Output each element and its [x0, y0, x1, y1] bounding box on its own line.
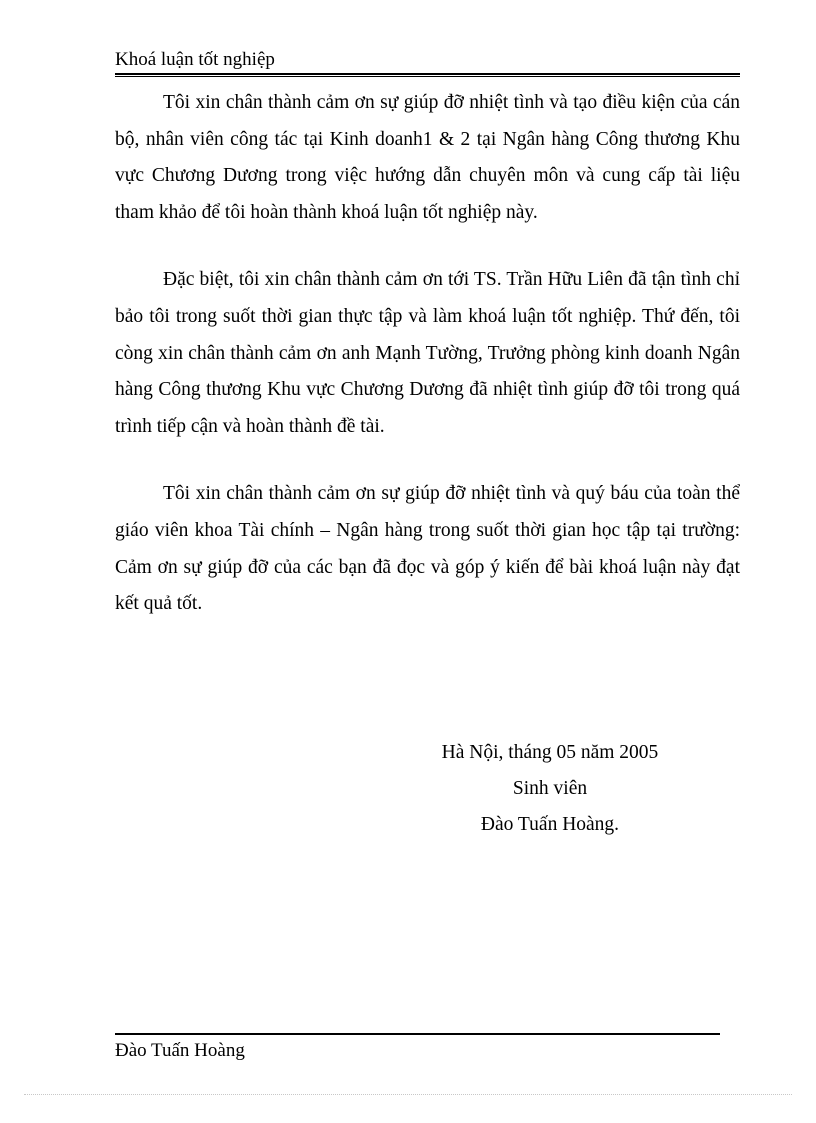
paragraph-acknowledgement-staff: Tôi xin chân thành cảm ơn sự giúp đỡ nhiệt tình và tạo điều kiện của cán bộ, nhân viên công tác tại Kinh doanh1 & 2 tại Ngân hàng Công thương Khu vực Chương Dương trong việc hướng dẫn chuyên môn và cung cấp tài liệu tham khảo để tôi hoàn thành khoá luận tốt nghiệp này.	[115, 92, 740, 223]
signature-block	[400, 735, 700, 843]
page-header	[115, 49, 740, 77]
header-title: Khoá luận tốt nghiệp	[115, 49, 275, 70]
footer-author: Đào Tuấn Hoàng	[115, 1040, 245, 1061]
paragraph-acknowledgement-supervisor: Đặc biệt, tôi xin chân thành cảm ơn tới TS. Trần Hữu Liên đã tận tình chỉ bảo tôi trong suốt thời gian thực tập và làm khoá luận tốt nghiệp. Thứ đến, tôi còng xin chân thành cảm ơn anh Mạnh Tường, Trưởng phòng kinh doanh Ngân hàng Công thương Khu vực Chương Dương đã nhiệt tình giúp đỡ tôi trong quá trình tiếp cận và hoàn thành đề tài.	[115, 269, 740, 437]
signature-name: Đào Tuấn Hoàng.	[480, 814, 620, 835]
signature-place-date: Hà Nội, tháng 05 năm 2005	[441, 742, 659, 763]
page-bottom-divider	[24, 1094, 792, 1095]
body-text	[115, 85, 740, 654]
signature-role: Sinh viên	[512, 778, 588, 799]
footer-rule	[115, 1033, 720, 1035]
header-rule-secondary	[115, 76, 740, 77]
header-rule	[115, 73, 740, 75]
paragraph-acknowledgement-faculty: Tôi xin chân thành cảm ơn sự giúp đỡ nhiệt tình và quý báu của toàn thể giáo viên khoa Tài chính – Ngân hàng trong suốt thời gian học tập tại trường: Cảm ơn sự giúp đỡ của các bạn đã đọc và góp ý kiến để bài khoá luận này đạt kết quả tốt.	[115, 483, 740, 615]
